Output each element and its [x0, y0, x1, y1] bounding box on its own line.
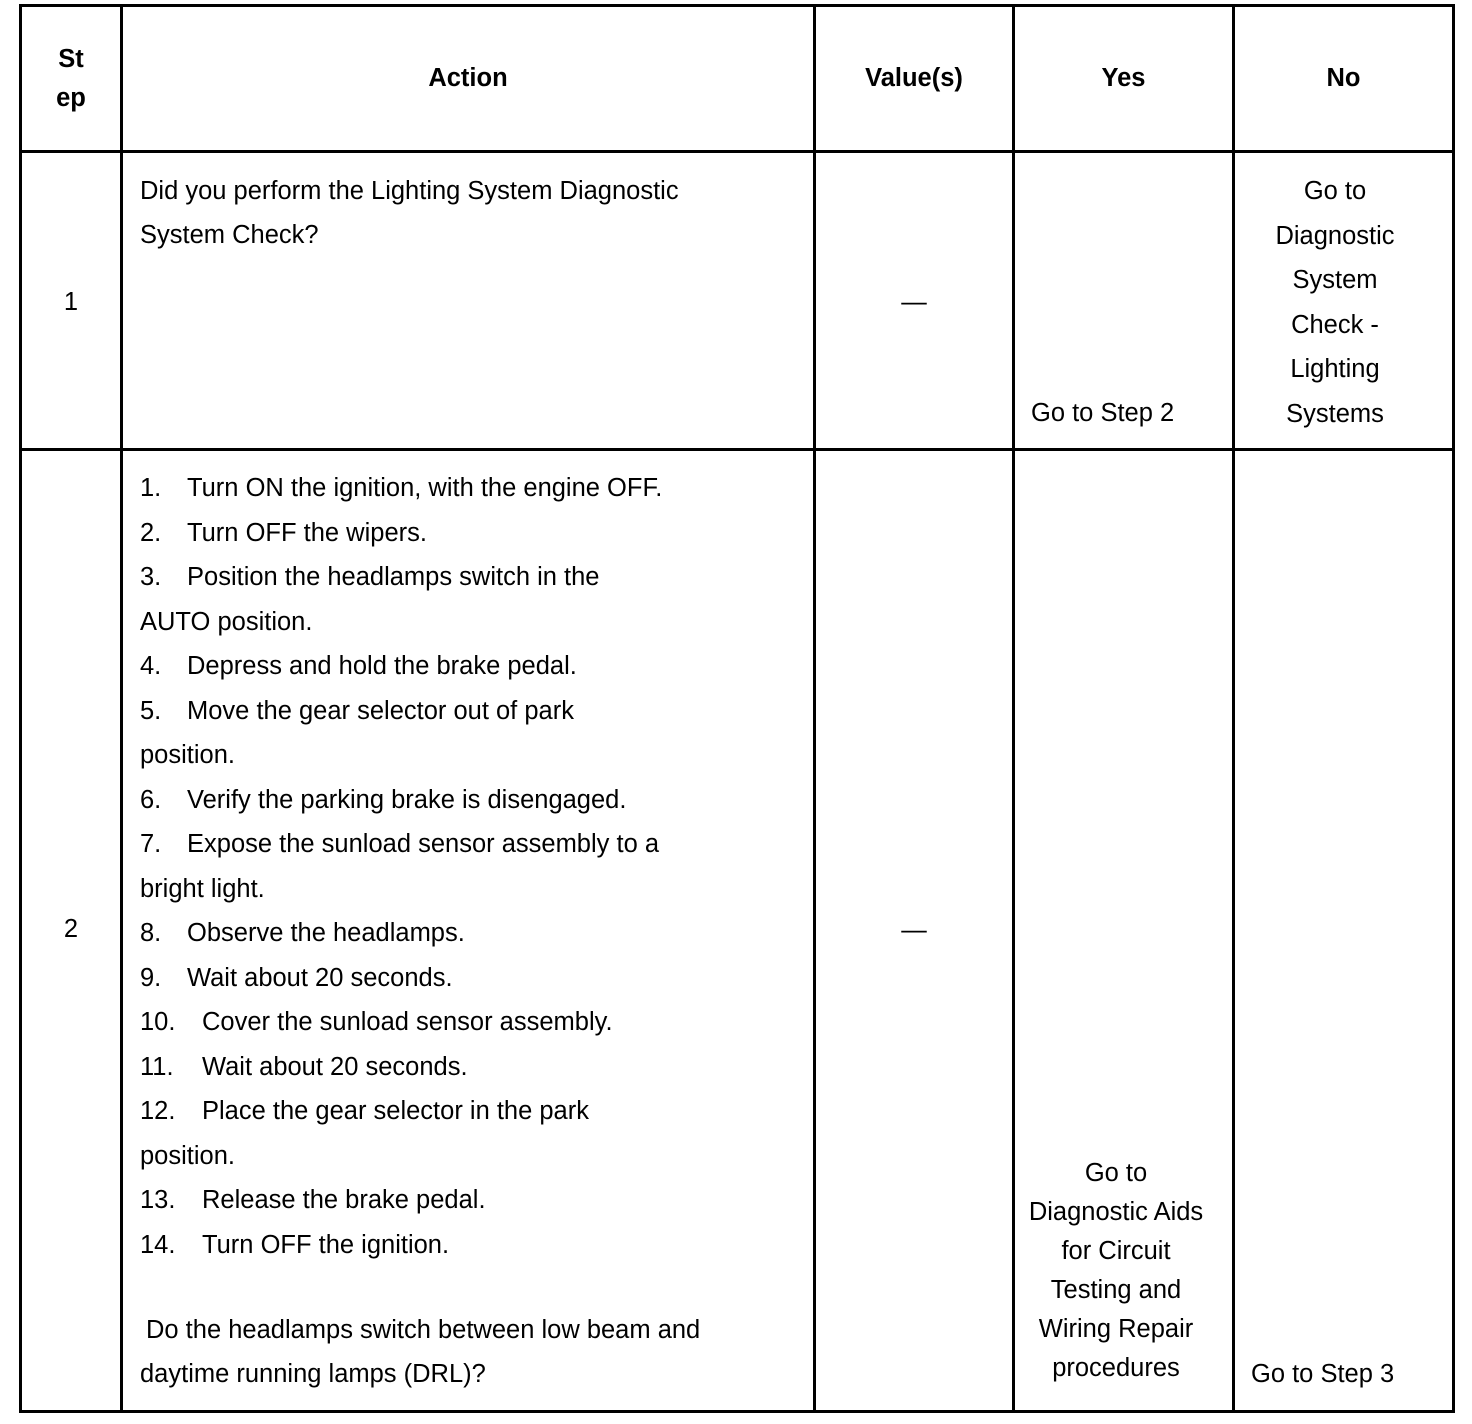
- header-divider: [19, 150, 1455, 153]
- list-number: 8.: [140, 919, 162, 947]
- value-cell: —: [901, 916, 927, 944]
- no-cell-line: Diagnostic: [1275, 221, 1395, 250]
- action-text: System Check?: [140, 221, 319, 249]
- list-item: [140, 778, 662, 823]
- list-item: [140, 689, 662, 734]
- list-item: [140, 644, 662, 689]
- list-number: 9.: [140, 963, 162, 992]
- list-item: [140, 466, 662, 511]
- list-item: [140, 1000, 662, 1045]
- table-border-bottom: [19, 1410, 1455, 1413]
- list-text: Expose the sunload sensor assembly to a: [187, 830, 660, 858]
- list-text: Place the gear selector in the park: [202, 1097, 589, 1125]
- list-item: [140, 1134, 662, 1179]
- no-cell-line: Lighting: [1290, 355, 1380, 383]
- value-cell: —: [901, 288, 927, 316]
- no-cell-line: Check -: [1291, 310, 1379, 339]
- list-number: 12.: [140, 1097, 176, 1125]
- header-yes: Yes: [1101, 64, 1146, 92]
- list-item: [140, 911, 662, 956]
- action-steps-list: [140, 466, 662, 1267]
- header-action: Action: [428, 64, 508, 92]
- list-text: Verify the parking brake is disengaged.: [187, 785, 627, 814]
- step-number: 2: [63, 915, 79, 943]
- header-step-line: ep: [56, 83, 86, 112]
- list-text: position.: [140, 741, 235, 769]
- list-number: 4.: [140, 652, 162, 680]
- header-no: No: [1326, 64, 1361, 92]
- list-text: Turn ON the ignition, with the engine OFF.: [187, 474, 663, 502]
- list-item: [140, 956, 662, 1001]
- list-text: Observe the headlamps.: [187, 919, 465, 947]
- list-number: 10.: [140, 1008, 176, 1036]
- list-text: AUTO position.: [140, 607, 313, 636]
- no-cell: Go to Step 3: [1251, 1360, 1395, 1388]
- diagnostic-table: [19, 4, 1455, 1413]
- list-number: 6.: [140, 785, 162, 814]
- yes-cell-line: Go to: [1084, 1159, 1148, 1187]
- table-border-right: [1452, 4, 1455, 1413]
- yes-cell-line: procedures: [1052, 1354, 1180, 1382]
- yes-cell-line: Wiring Repair: [1038, 1315, 1194, 1343]
- list-text: bright light.: [140, 874, 265, 903]
- list-item: [140, 511, 662, 556]
- step-number: 1: [63, 288, 79, 316]
- list-number: 1.: [140, 474, 162, 502]
- list-item: [140, 733, 662, 778]
- list-text: Turn OFF the ignition.: [202, 1230, 450, 1259]
- list-item: [140, 1223, 662, 1268]
- table-border-left: [19, 4, 22, 1413]
- list-text: Turn OFF the wipers.: [187, 518, 427, 547]
- list-text: Move the gear selector out of park: [187, 696, 574, 725]
- header-values: Value(s): [865, 64, 963, 92]
- action-text: Did you perform the Lighting System Diagnostic: [140, 177, 679, 205]
- no-cell-line: System: [1292, 266, 1378, 294]
- list-text: position.: [140, 1141, 235, 1170]
- yes-cell-line: Testing and: [1050, 1276, 1182, 1304]
- header-step-line: St: [58, 44, 84, 73]
- list-number: 14.: [140, 1230, 176, 1259]
- list-number: 13.: [140, 1186, 176, 1214]
- list-text: Depress and hold the brake pedal.: [187, 652, 577, 680]
- list-text: Release the brake pedal.: [202, 1186, 486, 1214]
- yes-cell: [1015, 1154, 1217, 1388]
- yes-cell-line: Diagnostic Aids: [1028, 1198, 1204, 1226]
- list-number: 3.: [140, 563, 162, 591]
- no-cell-line: Go to: [1303, 177, 1367, 205]
- list-item: [140, 1178, 662, 1223]
- list-text: Wait about 20 seconds.: [202, 1052, 468, 1081]
- question-text: daytime running lamps (DRL)?: [140, 1360, 486, 1388]
- list-number: 2.: [140, 518, 162, 547]
- yes-cell-line: for Circuit: [1061, 1237, 1171, 1265]
- list-number: 5.: [140, 696, 162, 725]
- list-item: [140, 1089, 662, 1134]
- list-item: [140, 822, 662, 867]
- yes-cell: Go to Step 2: [1031, 399, 1175, 427]
- list-item: [140, 867, 662, 912]
- list-item: [140, 600, 662, 645]
- header-step: [22, 7, 120, 150]
- list-number: 7.: [140, 830, 162, 858]
- list-item: [140, 555, 662, 600]
- column-divider: [813, 4, 816, 1413]
- question-text: Do the headlamps switch between low beam and: [146, 1316, 701, 1344]
- list-text: Position the headlamps switch in the: [187, 563, 600, 591]
- row-divider: [19, 448, 1455, 451]
- list-text: Wait about 20 seconds.: [187, 963, 453, 992]
- list-text: Cover the sunload sensor assembly.: [202, 1008, 613, 1036]
- list-number: 11.: [140, 1052, 174, 1081]
- no-cell-line: Systems: [1286, 399, 1384, 428]
- no-cell: [1235, 169, 1435, 436]
- column-divider: [120, 4, 123, 1413]
- list-item: [140, 1045, 662, 1090]
